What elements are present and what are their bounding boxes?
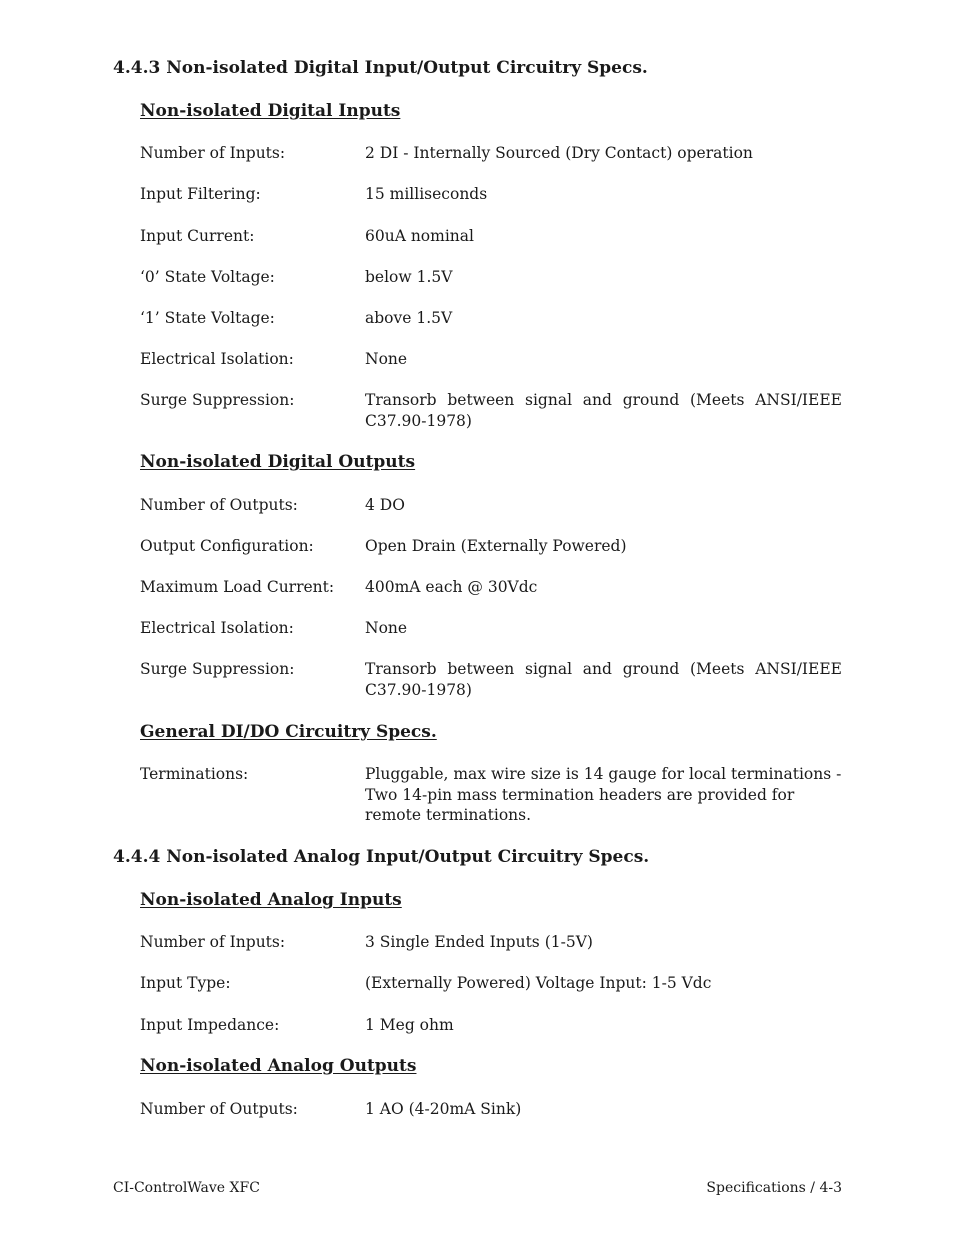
spec-value: (Externally Powered) Voltage Input: 1-5 Vdc (365, 974, 712, 992)
spec-value: above 1.5V (365, 309, 453, 327)
spec-value: Transorb between signal and ground (Meets ANSI/IEEE C37.90-1978) (365, 660, 842, 699)
subsection-heading-digital-inputs: Non-isolated Digital Inputs (140, 101, 401, 121)
spec-label: ‘0’ State Voltage: (140, 268, 275, 286)
section-heading-4-4-4: 4.4.4 Non-isolated Analog Input/Output Circuitry Specs. (113, 847, 650, 867)
subsection-heading-analog-outputs: Non-isolated Analog Outputs (140, 1056, 417, 1076)
spec-value: 1 Meg ohm (365, 1016, 454, 1034)
spec-label: Input Impedance: (140, 1016, 280, 1034)
subsection-heading-analog-inputs: Non-isolated Analog Inputs (140, 890, 402, 910)
spec-value: 3 Single Ended Inputs (1-5V) (365, 933, 593, 951)
spec-label: Input Filtering: (140, 185, 261, 203)
footer-page-number: Specifications / 4-3 (706, 1180, 842, 1196)
spec-value: 60uA nominal (365, 227, 474, 245)
spec-value: 4 DO (365, 496, 405, 514)
spec-value: Pluggable, max wire size is 14 gauge for local terminations - Two 14-pin mass termination headers are provided for remote terminations. (365, 765, 842, 824)
spec-label: Number of Outputs: (140, 496, 298, 514)
spec-label: Input Current: (140, 227, 255, 245)
spec-label: Maximum Load Current: (140, 578, 335, 596)
footer-document-title: CI-ControlWave XFC (113, 1180, 260, 1196)
spec-label: Number of Inputs: (140, 933, 286, 951)
spec-value: 400mA each @ 30Vdc (365, 578, 538, 596)
spec-value: None (365, 619, 408, 637)
spec-label: ‘1’ State Voltage: (140, 309, 275, 327)
spec-label: Terminations: (140, 765, 249, 783)
spec-label: Input Type: (140, 974, 231, 992)
section-heading-4-4-3: 4.4.3 Non-isolated Digital Input/Output Circuitry Specs. (113, 58, 648, 78)
spec-value: 2 DI - Internally Sourced (Dry Contact) operation (365, 144, 753, 162)
spec-label: Surge Suppression: (140, 391, 295, 409)
spec-label: Surge Suppression: (140, 660, 295, 678)
spec-value: 1 AO (4-20mA Sink) (365, 1100, 522, 1118)
spec-value: below 1.5V (365, 268, 453, 286)
spec-label: Electrical Isolation: (140, 350, 294, 368)
spec-value: None (365, 350, 408, 368)
spec-value: Transorb between signal and ground (Meets ANSI/IEEE C37.90-1978) (365, 391, 842, 430)
spec-label: Number of Outputs: (140, 1100, 298, 1118)
spec-label: Output Configuration: (140, 537, 314, 555)
spec-value: Open Drain (Externally Powered) (365, 537, 627, 555)
spec-label: Electrical Isolation: (140, 619, 294, 637)
spec-label: Number of Inputs: (140, 144, 286, 162)
spec-value: 15 milliseconds (365, 185, 488, 203)
subsection-heading-digital-outputs: Non-isolated Digital Outputs (140, 452, 416, 472)
subsection-heading-general-dido: General DI/DO Circuitry Specs. (140, 722, 437, 742)
